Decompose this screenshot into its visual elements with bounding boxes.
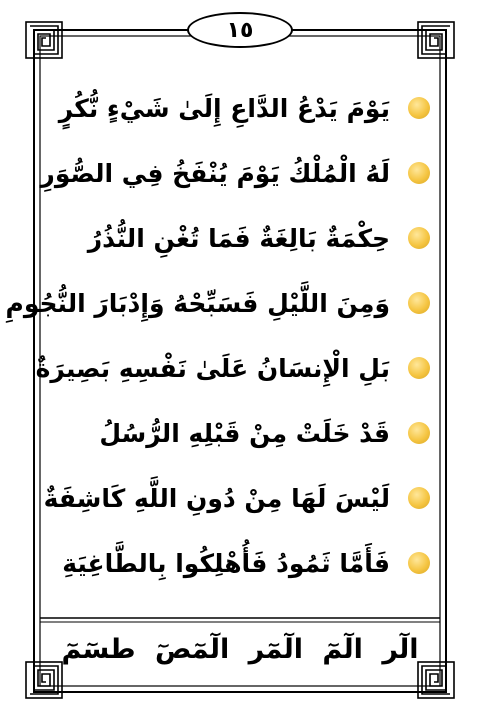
verse-row: [5, 273, 430, 333]
verse-row: [35, 338, 430, 398]
bullet-icon: [408, 552, 430, 574]
verse-text: وَمِنَ اللَّيْلِ فَسَبِّحْهُ وَإِدْبَارَ النُّجُومِ: [5, 288, 390, 318]
verse-text: بَلِ الْإِنسَانُ عَلَىٰ نَفْسِهِ بَصِيرَةٌ: [35, 353, 390, 383]
verse-text: يَوْمَ يَدْعُ الدَّاعِ إِلَىٰ شَيْءٍ نُّكُرٍ: [58, 93, 390, 123]
bullet-icon: [408, 292, 430, 314]
page-number: ١٥: [187, 12, 293, 48]
verse-row: [50, 533, 430, 593]
bullet-icon: [408, 357, 430, 379]
verse-row: [50, 78, 430, 138]
bottom-band: [48, 618, 432, 680]
verse-row: [50, 208, 430, 268]
bullet-icon: [408, 227, 430, 249]
bullet-icon: [408, 422, 430, 444]
muqattaat-letters: الٓر الٓمٓ الٓمٓر الٓمٓصٓ طسٓمٓ: [61, 633, 419, 665]
verse-text: فَأَمَّا ثَمُودُ فَأُهْلِكُوا بِالطَّاغِيَةِ: [62, 548, 390, 578]
bullet-icon: [408, 97, 430, 119]
verse-row: [43, 468, 430, 528]
verse-text: لَيْسَ لَهَا مِنْ دُونِ اللَّهِ كَاشِفَةٌ: [43, 483, 390, 513]
verse-row: [50, 403, 430, 463]
bullet-icon: [408, 487, 430, 509]
bullet-icon: [408, 162, 430, 184]
verse-text: حِكْمَةٌ بَالِغَةٌ فَمَا تُغْنِ النُّذُرُ: [87, 223, 390, 253]
verse-text: لَهُ الْمُلْكُ يَوْمَ يُنْفَخُ فِي الصُّوَرِ: [40, 158, 390, 188]
verse-text: قَدْ خَلَتْ مِنْ قَبْلِهِ الرُّسُلُ: [99, 418, 390, 448]
verse-row: [40, 143, 430, 203]
